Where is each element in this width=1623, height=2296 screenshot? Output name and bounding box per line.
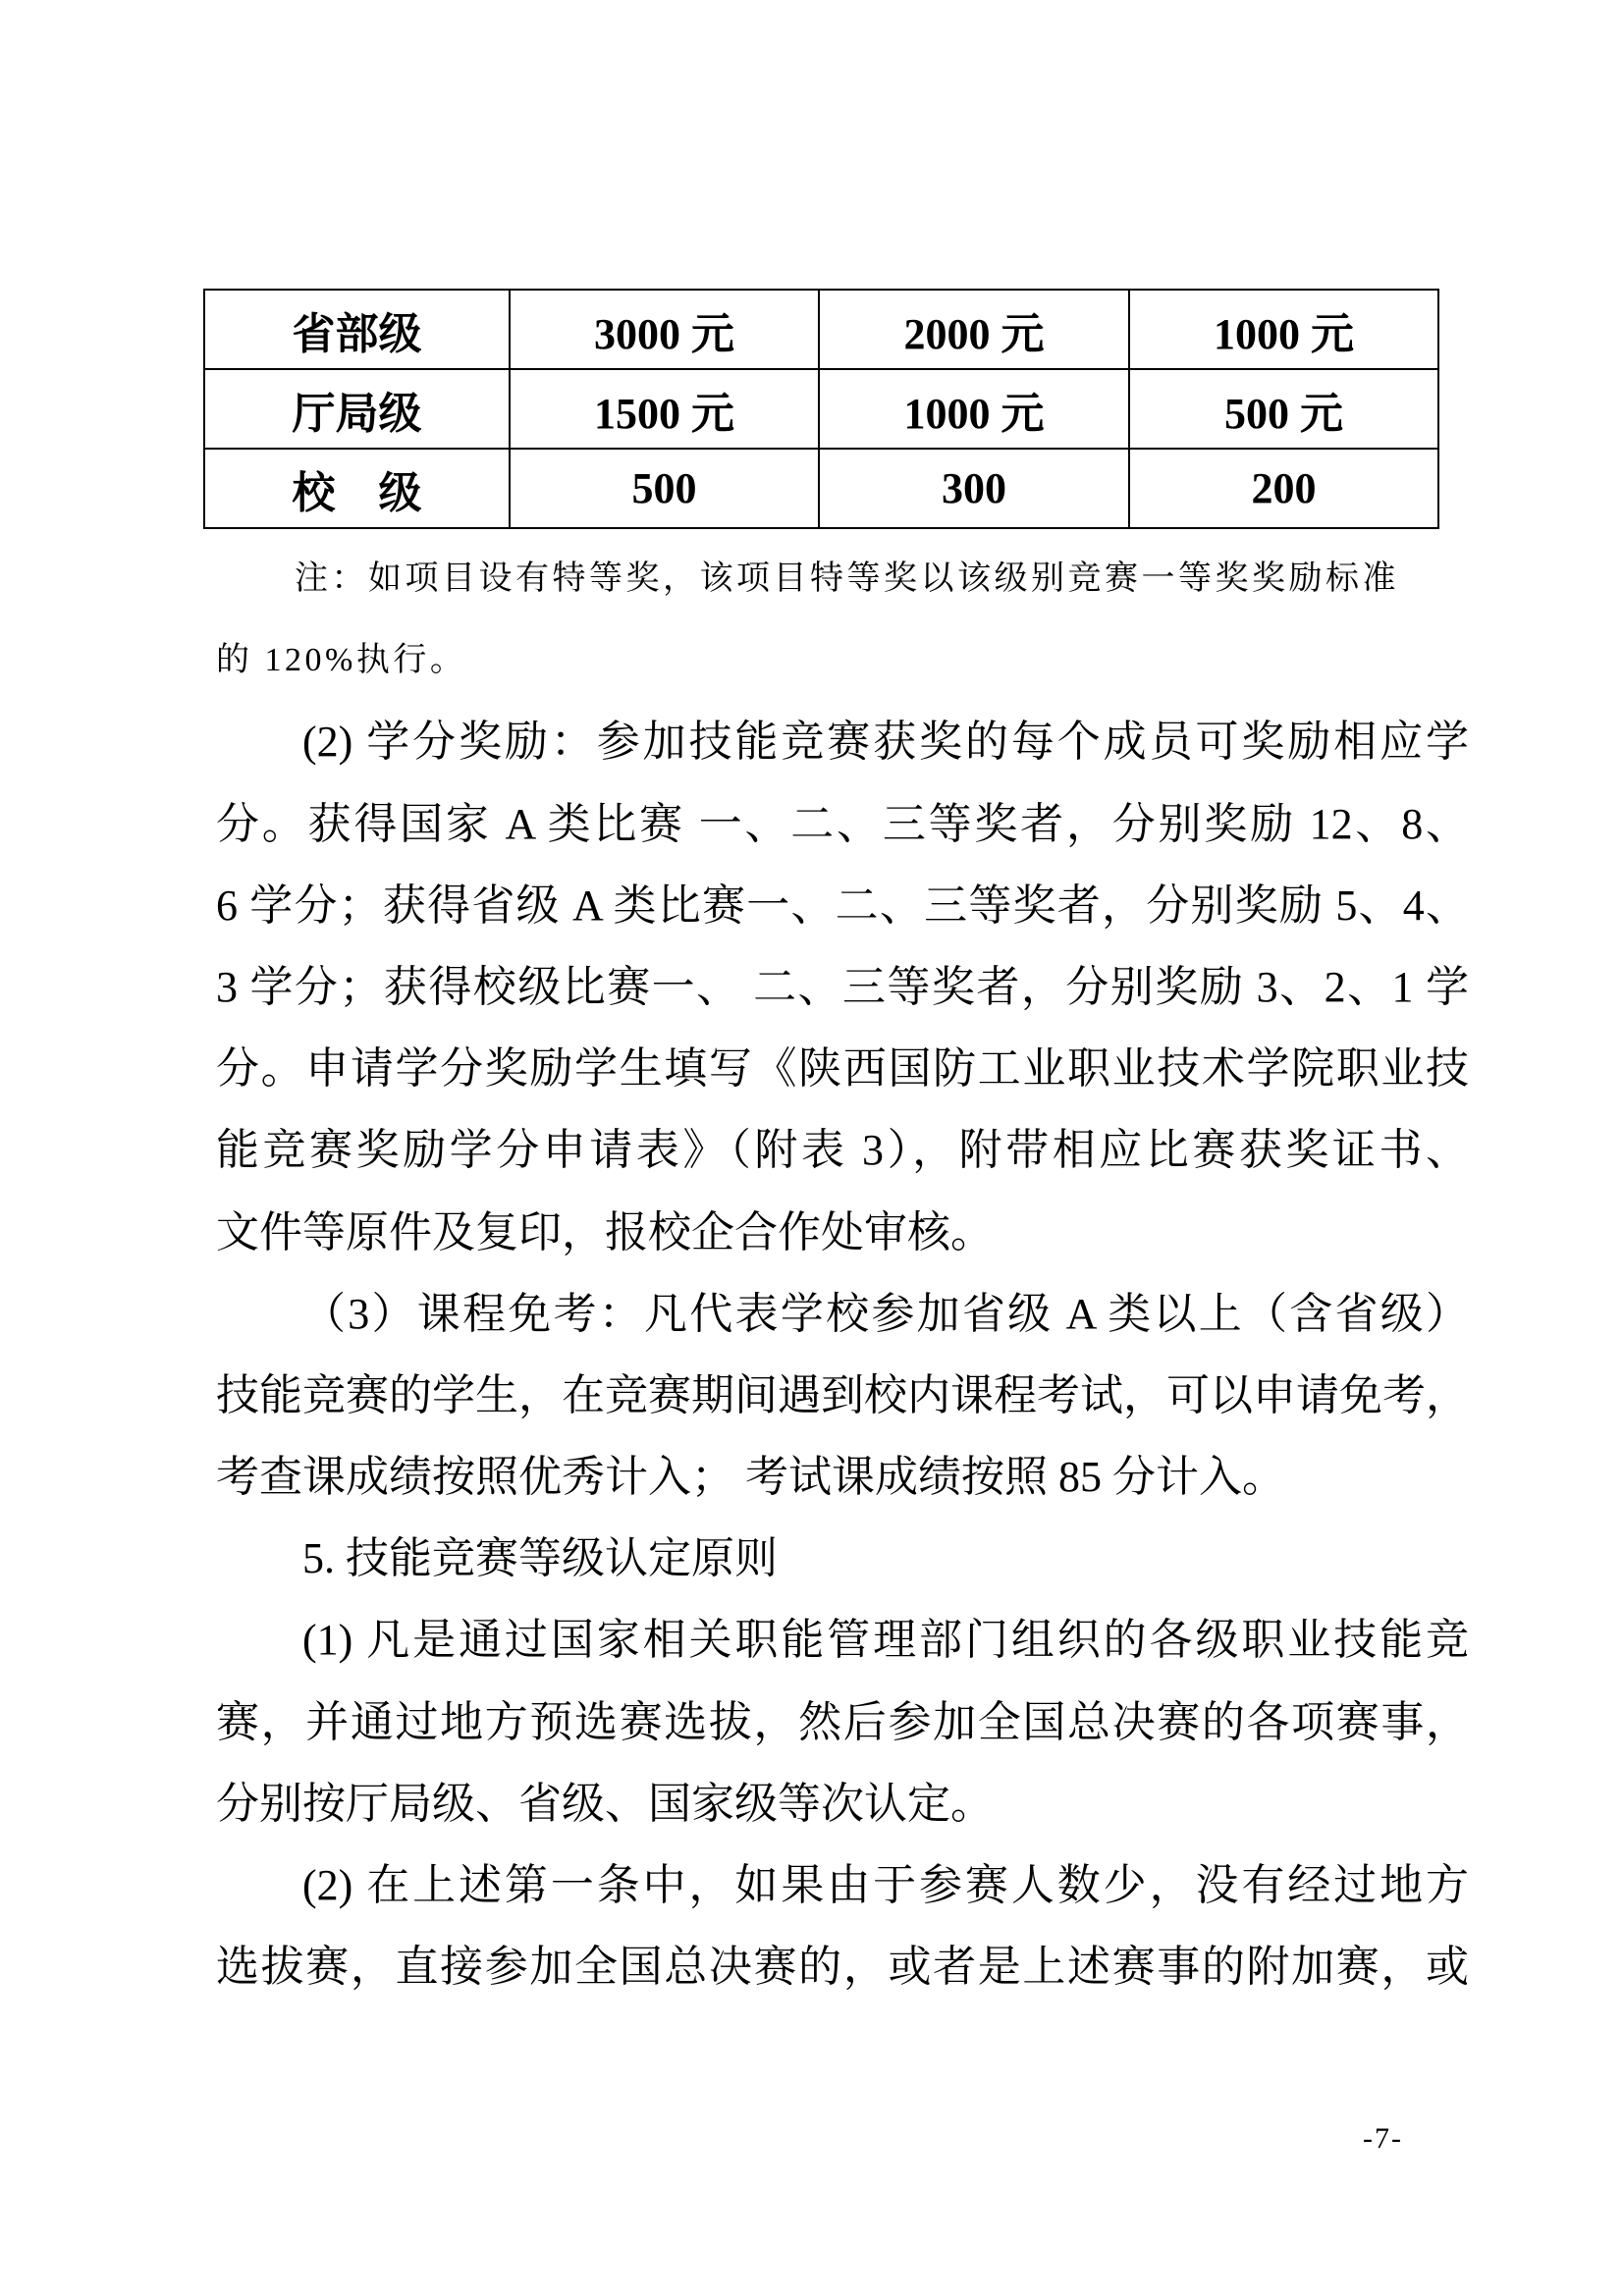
- text-line: 选拔赛，直接参加全国总决赛的，或者是上述赛事的附加赛，或: [216, 1943, 1469, 1992]
- amount-cell: 1000 元: [819, 369, 1129, 449]
- row-label-cell: 省部级: [204, 290, 510, 369]
- amount-cell: 200: [1129, 449, 1438, 528]
- amount-cell: 500: [510, 449, 819, 528]
- text-line: (2) 在上述第一条中，如果由于参赛人数少，没有经过地方: [302, 1861, 1469, 1909]
- table-row: [204, 449, 1438, 528]
- text-line: 5. 技能竞赛等级认定原则: [302, 1534, 778, 1583]
- body-text: [216, 538, 1469, 2007]
- row-label-cell: 厅局级: [204, 369, 510, 449]
- reward-table-body: [204, 290, 1438, 528]
- text-line: (1) 凡是通过国家相关职能管理部门组织的各级职业技能竞: [302, 1616, 1469, 1665]
- amount-cell: 2000 元: [819, 290, 1129, 369]
- text-line: 分。获得国家 A 类比赛 一、二、三等奖者，分别奖励 12、8、: [216, 799, 1469, 848]
- table-row: [204, 369, 1438, 449]
- text-line: 分。申请学分奖励学生填写《陕西国防工业职业技术学院职业技: [216, 1044, 1469, 1094]
- text-line: 赛，并通过地方预选赛选拔，然后参加全国总决赛的各项赛事，: [216, 1697, 1469, 1746]
- reward-table: [203, 289, 1439, 529]
- text-line: （3）课程免考：凡代表学校参加省级 A 类以上（含省级）: [302, 1289, 1469, 1338]
- amount-cell: 300: [819, 449, 1129, 528]
- text-line: 能竞赛奖励学分申请表》（附表 3），附带相应比赛获奖证书、: [216, 1126, 1469, 1175]
- text-line: 的 120%执行。: [216, 642, 467, 679]
- amount-cell: 3000 元: [510, 290, 819, 369]
- text-line: 考查课成绩按照优秀计入； 考试课成绩按照 85 分计入。: [216, 1453, 1285, 1502]
- text-line: 3 学分；获得校级比赛一、 二、三等奖者，分别奖励 3、2、1 学: [216, 962, 1469, 1011]
- amount-cell: 1500 元: [510, 369, 819, 449]
- table-row: [204, 290, 1438, 369]
- row-label-cell: 校 级: [204, 449, 510, 528]
- text-line: 文件等原件及复印，报校企合作处审核。: [216, 1207, 994, 1256]
- text-line: 6 学分；获得省级 A 类比赛一、二、三等奖者，分别奖励 5、4、: [216, 881, 1469, 930]
- text-line: 分别按厅局级、省级、国家级等次认定。: [216, 1779, 994, 1828]
- page-number: -7-: [1363, 2122, 1403, 2155]
- amount-cell: 1000 元: [1129, 290, 1438, 369]
- text-line: 注：如项目设有特等奖，该项目特等奖以该级别竞赛一等奖奖励标准: [295, 561, 1399, 597]
- amount-cell: 500 元: [1129, 369, 1438, 449]
- text-line: 技能竞赛的学生，在竞赛期间遇到校内课程考试，可以申请免考，: [216, 1370, 1469, 1419]
- text-line: (2) 学分奖励：参加技能竞赛获奖的每个成员可奖励相应学: [302, 718, 1469, 767]
